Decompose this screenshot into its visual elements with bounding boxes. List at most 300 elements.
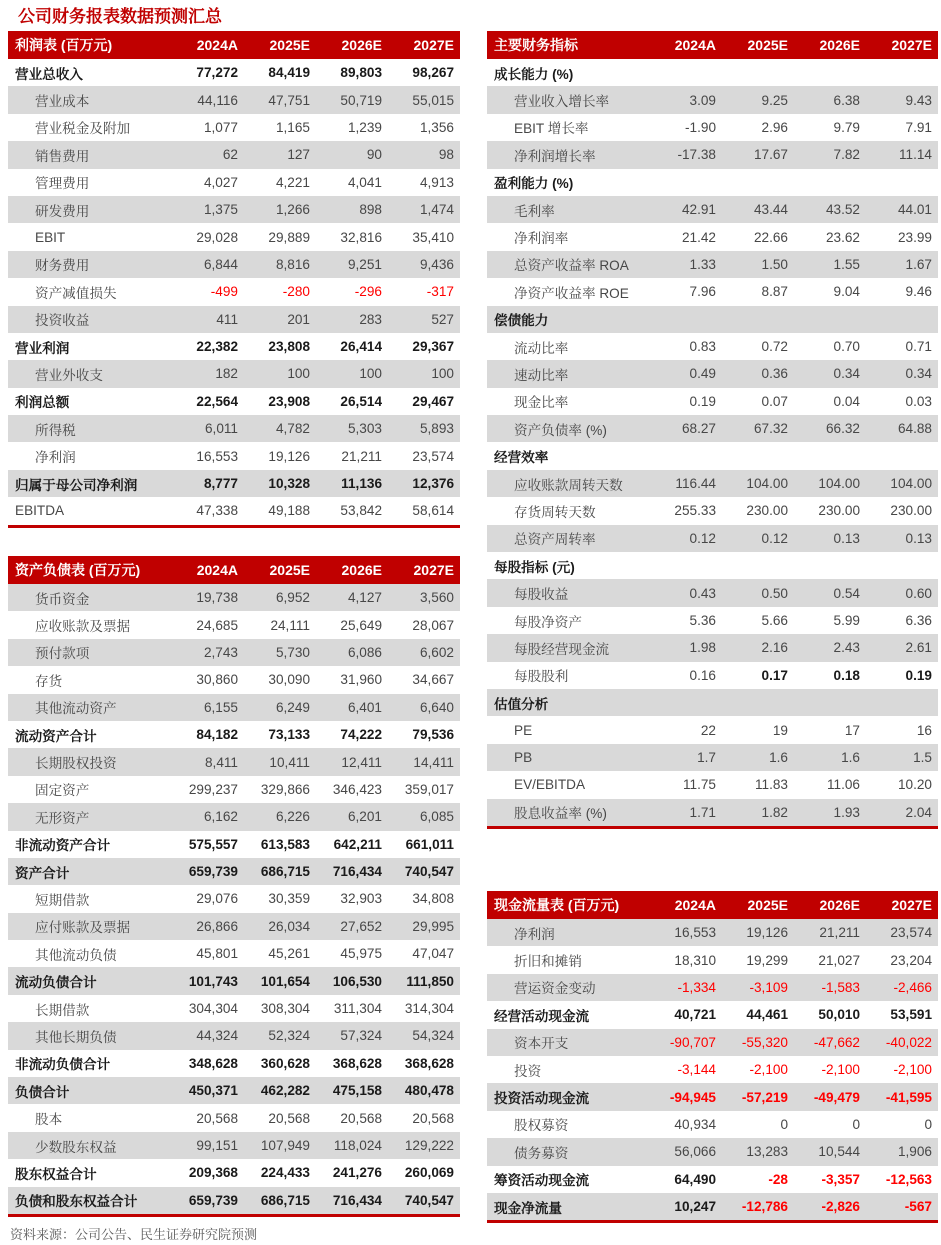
row-label: 研发费用	[35, 203, 90, 219]
cell-value: 26,034	[268, 918, 310, 934]
row-label: 筹资活动现金流	[494, 1173, 590, 1189]
table-underline	[8, 1214, 460, 1217]
cell-value: 47,338	[196, 503, 238, 519]
cell-value: 20,568	[268, 1110, 310, 1126]
cell-value: 45,261	[268, 946, 310, 962]
row-label: 盈利能力 (%)	[494, 176, 574, 192]
table-row	[8, 639, 460, 666]
cell-value: 1,239	[347, 119, 382, 135]
table-row	[8, 666, 460, 693]
cell-value: 0.60	[905, 585, 932, 601]
cell-value: 73,133	[268, 727, 310, 743]
cell-value: 1.7	[697, 749, 716, 765]
cell-value: 66.32	[825, 421, 860, 437]
cell-value: 67.32	[753, 421, 788, 437]
cell-value: 6,155	[203, 699, 238, 715]
cell-value: 686,715	[260, 1192, 310, 1208]
cell-value: 6,162	[203, 809, 238, 825]
cell-value: 43.44	[753, 202, 788, 218]
cell-value: -49,479	[813, 1089, 860, 1105]
row-label: 股东权益合计	[15, 1166, 97, 1182]
column-header: 2025E	[269, 37, 310, 53]
cell-value: 29,028	[196, 229, 238, 245]
cell-value: 101,654	[260, 973, 310, 989]
cell-value: 182	[215, 366, 238, 382]
cell-value: 26,514	[340, 393, 382, 409]
cell-value: 44,324	[196, 1028, 238, 1044]
row-label: 预付款项	[35, 646, 90, 662]
table-row	[8, 196, 460, 223]
table-row	[8, 1132, 460, 1159]
row-label: 净资产收益率 ROE	[514, 285, 629, 301]
cell-value: 1,356	[419, 119, 454, 135]
cell-value: -12,786	[741, 1199, 788, 1215]
row-label: 少数股东权益	[35, 1139, 117, 1155]
cell-value: 4,913	[419, 174, 454, 190]
cell-value: -296	[354, 284, 382, 300]
table-header-row	[487, 891, 938, 919]
cell-value: 100	[287, 366, 310, 382]
table-row	[8, 86, 460, 113]
cell-value: 100	[359, 366, 382, 382]
cell-value: 9.79	[833, 119, 860, 135]
cell-value: 116.44	[675, 476, 716, 492]
cell-value: 47,047	[412, 946, 454, 962]
cell-value: 40,721	[674, 1007, 716, 1023]
row-label: 总资产周转率	[514, 532, 596, 548]
row-label: 资产减值损失	[35, 285, 117, 301]
cell-value: 98	[438, 147, 454, 163]
cell-value: 29,889	[268, 229, 310, 245]
cell-value: -567	[904, 1199, 932, 1215]
table-row	[487, 634, 938, 661]
cell-value: 716,434	[332, 864, 382, 880]
cell-value: 9.43	[905, 92, 932, 108]
cell-value: 0.36	[761, 366, 788, 382]
cell-value: 21,027	[818, 952, 860, 968]
table-row	[487, 525, 938, 552]
row-label: 存货	[35, 673, 63, 689]
table-title: 资产负债表 (百万元)	[15, 562, 141, 578]
table-row	[487, 744, 938, 771]
row-label: 其他流动负债	[35, 947, 117, 963]
cell-value: 104.00	[890, 476, 932, 492]
cell-value: 1.50	[761, 256, 788, 272]
cell-value: 30,090	[268, 672, 310, 688]
cell-value: 661,011	[405, 836, 454, 852]
table-title: 利润表 (百万元)	[15, 37, 113, 53]
cell-value: 45,801	[196, 946, 238, 962]
row-label: 归属于母公司净利润	[15, 477, 138, 493]
table-row	[8, 497, 460, 524]
table-row	[8, 1077, 460, 1104]
row-label: 非流动资产合计	[15, 838, 111, 854]
table-header-row	[8, 31, 460, 59]
cell-value: 1.67	[905, 256, 932, 272]
row-label: 投资活动现金流	[494, 1091, 590, 1107]
cell-value: 35,410	[412, 229, 454, 245]
cell-value: 360,628	[260, 1055, 310, 1071]
cell-value: 0.50	[761, 585, 788, 601]
table-underline	[487, 826, 938, 829]
table-row	[487, 607, 938, 634]
cell-value: 23.62	[825, 229, 860, 245]
column-header: 2026E	[341, 562, 382, 578]
cell-value: 47,751	[268, 92, 310, 108]
row-label: 流动比率	[514, 340, 569, 356]
cell-value: 18,310	[674, 952, 716, 968]
table-row	[8, 776, 460, 803]
cell-value: 0.34	[905, 366, 932, 382]
table-row	[487, 470, 938, 497]
cell-value: 740,547	[404, 864, 454, 880]
cell-value: 77,272	[196, 65, 238, 81]
cell-value: 450,371	[188, 1083, 238, 1099]
row-label: 流动资产合计	[15, 728, 97, 744]
cell-value: 23,908	[268, 393, 310, 409]
cell-value: 2.61	[905, 640, 932, 656]
cell-value: 21.42	[681, 229, 716, 245]
table-row	[487, 552, 938, 579]
cell-value: 0.43	[689, 585, 716, 601]
cell-value: 6,085	[419, 809, 454, 825]
cell-value: 25,649	[340, 617, 382, 633]
cell-value: -47,662	[813, 1034, 860, 1050]
table-row	[487, 223, 938, 250]
cell-value: 22.66	[753, 229, 788, 245]
cell-value: 230.00	[746, 503, 788, 519]
cell-value: 62	[222, 147, 238, 163]
table-row	[487, 86, 938, 113]
table-row	[8, 611, 460, 638]
cell-value: 98,267	[412, 65, 454, 81]
cell-value: 9,251	[347, 256, 382, 272]
cell-value: 19,299	[746, 952, 788, 968]
cell-value: 1,266	[275, 202, 310, 218]
cell-value: 329,866	[260, 781, 310, 797]
cell-value: 311,304	[333, 1001, 382, 1017]
cell-value: 0.19	[689, 393, 716, 409]
table-row	[8, 584, 460, 611]
cell-value: 32,816	[340, 229, 382, 245]
cell-value: 23,574	[412, 448, 454, 464]
cell-value: 6.38	[833, 92, 860, 108]
row-label: 负债和股东权益合计	[15, 1194, 138, 1210]
row-label: 无形资产	[35, 810, 90, 826]
cell-value: 575,557	[188, 836, 238, 852]
row-label: PB	[514, 749, 533, 765]
table-row	[487, 1056, 938, 1083]
row-label: 营业成本	[35, 94, 90, 110]
cell-value: 42.91	[681, 202, 716, 218]
row-label: 长期股权投资	[35, 756, 117, 772]
cell-value: 3.09	[689, 92, 716, 108]
row-label: 其他流动资产	[35, 701, 117, 717]
table-row	[487, 1111, 938, 1138]
table-underline	[8, 525, 460, 528]
row-label: 短期借款	[35, 892, 90, 908]
table-row	[8, 223, 460, 250]
cell-value: 79,536	[412, 727, 454, 743]
cell-value: 10,328	[268, 476, 310, 492]
cell-value: -2,826	[821, 1199, 860, 1215]
cell-value: 111,850	[406, 973, 454, 989]
table-underline	[487, 1220, 938, 1223]
cell-value: -17.38	[677, 147, 716, 163]
cell-value: -28	[768, 1171, 788, 1187]
row-label: 货币资金	[35, 591, 90, 607]
row-label: 每股收益	[514, 587, 569, 603]
cell-value: 4,041	[347, 174, 382, 190]
cell-value: 1,165	[275, 119, 310, 135]
source-note: 资料来源：公司公告、民生证券研究院预测	[10, 1227, 258, 1242]
cell-value: 13,283	[746, 1144, 788, 1160]
row-label: 每股指标 (元)	[494, 559, 575, 575]
row-label: EV/EBITDA	[514, 777, 586, 793]
row-label: 现金比率	[514, 395, 569, 411]
row-label: 营业利润	[15, 340, 70, 356]
cell-value: 8.87	[761, 284, 788, 300]
row-label: 营业税金及附加	[35, 121, 131, 137]
column-header: 2025E	[747, 37, 788, 53]
cell-value: 0.12	[761, 530, 788, 546]
cell-value: 16,553	[196, 448, 238, 464]
cell-value: 411	[216, 311, 238, 327]
cell-value: 14,411	[413, 754, 454, 770]
row-label: 负债合计	[15, 1084, 70, 1100]
table-row	[487, 919, 938, 946]
row-label: 非流动负债合计	[15, 1057, 111, 1073]
cell-value: 6,844	[203, 256, 238, 272]
cell-value: 346,423	[332, 781, 382, 797]
cell-value: 26,866	[196, 918, 238, 934]
column-header: 2024A	[674, 897, 716, 913]
cell-value: -1,334	[677, 979, 716, 995]
cell-value: 659,739	[188, 1192, 238, 1208]
row-label: 毛利率	[514, 203, 555, 219]
cell-value: 11.83	[754, 777, 788, 793]
table-row	[487, 1083, 938, 1110]
cell-value: 30,359	[268, 891, 310, 907]
cell-value: 480,478	[404, 1083, 454, 1099]
cell-value: 283	[359, 311, 382, 327]
cell-value: 52,324	[268, 1028, 310, 1044]
cell-value: 5.66	[761, 613, 788, 628]
row-label: 投资收益	[35, 313, 90, 329]
cell-value: 230.00	[890, 503, 932, 519]
cell-value: 29,367	[412, 339, 454, 355]
income-statement-table	[8, 31, 460, 528]
cell-value: 1.71	[689, 804, 716, 820]
cell-value: 44,461	[746, 1007, 788, 1023]
row-label: EBIT 增长率	[514, 121, 589, 137]
row-label: 利润总额	[15, 395, 70, 411]
row-label: 销售费用	[35, 148, 90, 164]
cell-value: 11.14	[898, 147, 932, 163]
cell-value: 40,934	[674, 1116, 716, 1132]
row-label: 净利润	[35, 450, 76, 466]
cell-value: 659,739	[188, 864, 238, 880]
cell-value: -3,109	[749, 979, 788, 995]
cell-value: 4,027	[203, 174, 238, 190]
row-label: 股息收益率 (%)	[514, 806, 607, 822]
row-label: 营业收入增长率	[514, 94, 610, 110]
cell-value: 201	[287, 311, 310, 327]
column-header: 2027E	[413, 37, 454, 53]
cell-value: 22,382	[196, 339, 238, 355]
cell-value: 2,743	[203, 644, 238, 660]
row-label: 长期借款	[35, 1002, 90, 1018]
table-row	[8, 141, 460, 168]
table-row	[8, 59, 460, 86]
row-label: 现金净流量	[494, 1200, 562, 1216]
table-title: 现金流量表 (百万元)	[494, 897, 620, 913]
cell-value: 308,304	[260, 1001, 310, 1017]
cell-value: 224,433	[260, 1165, 310, 1181]
cell-value: 21,211	[819, 925, 860, 941]
cell-value: 0.70	[833, 339, 860, 355]
cell-value: 9.04	[833, 284, 860, 300]
cell-value: 6,011	[204, 421, 238, 437]
table-row	[8, 360, 460, 387]
cell-value: -55,320	[741, 1034, 788, 1050]
table-row	[487, 689, 938, 716]
cell-value: 0	[852, 1116, 860, 1132]
column-header: 2024A	[196, 562, 238, 578]
cell-value: 74,222	[340, 727, 382, 743]
row-label: 估值分析	[494, 696, 549, 712]
row-label: 债务募资	[514, 1145, 569, 1161]
table-row	[487, 1166, 938, 1193]
cell-value: 127	[287, 147, 310, 163]
cell-value: -12,563	[885, 1171, 932, 1187]
cell-value: 31,960	[340, 672, 382, 688]
cell-value: 68.27	[681, 421, 716, 437]
table-header-row	[8, 556, 460, 584]
cell-value: 255.33	[674, 503, 716, 519]
table-row	[8, 913, 460, 940]
cell-value: 1,906	[897, 1144, 932, 1160]
cell-value: 1,077	[203, 119, 238, 135]
cell-value: 2.04	[905, 804, 932, 820]
table-row	[8, 169, 460, 196]
cell-value: 10,247	[674, 1199, 716, 1215]
cell-value: 0.03	[905, 393, 932, 409]
cell-value: 57,324	[340, 1028, 382, 1044]
cell-value: 0.12	[689, 530, 716, 546]
cell-value: 84,182	[196, 727, 238, 743]
table-row	[8, 415, 460, 442]
cell-value: 20,568	[340, 1110, 382, 1126]
table-row	[8, 885, 460, 912]
row-label: 固定资产	[35, 783, 90, 799]
table-row	[8, 721, 460, 748]
cell-value: 2.96	[761, 119, 788, 135]
cell-value: 129,222	[404, 1138, 454, 1153]
row-label: 每股股利	[514, 669, 569, 685]
table-row	[487, 306, 938, 333]
cell-value: 0.07	[761, 393, 788, 409]
table-row	[487, 1029, 938, 1056]
cell-value: 5.36	[689, 613, 716, 628]
cell-value: 53,842	[340, 503, 382, 519]
cell-value: 16,553	[674, 925, 716, 941]
cell-value: 6,201	[347, 809, 382, 825]
cell-value: 642,211	[333, 836, 382, 852]
row-label: 股权募资	[514, 1118, 569, 1134]
column-header: 2025E	[269, 562, 310, 578]
row-label: 流动负债合计	[15, 975, 97, 991]
cell-value: 7.91	[905, 119, 932, 135]
cell-value: 29,467	[412, 393, 454, 409]
row-label: 净利润率	[514, 231, 569, 247]
cell-value: 0	[780, 1116, 788, 1132]
row-label: 营业总收入	[15, 66, 83, 82]
cell-value: 8,411	[204, 754, 238, 770]
cell-value: 49,188	[268, 503, 310, 519]
cell-value: 0.72	[761, 339, 788, 355]
cell-value: -280	[282, 284, 310, 300]
cell-value: -499	[210, 284, 238, 300]
table-row	[8, 967, 460, 994]
cell-value: 44,116	[197, 92, 238, 108]
table-row	[487, 974, 938, 1001]
table-row	[8, 940, 460, 967]
row-label: 存货周转天数	[514, 504, 596, 520]
cell-value: 118,024	[333, 1138, 382, 1153]
table-row	[8, 388, 460, 415]
cell-value: 90	[366, 147, 382, 163]
cell-value: 56,066	[674, 1144, 716, 1160]
cell-value: 0.71	[905, 339, 932, 355]
column-header: 2026E	[819, 897, 860, 913]
cell-value: 53,591	[890, 1007, 932, 1023]
cell-value: 29,076	[196, 891, 238, 907]
row-label: 资本开支	[514, 1036, 569, 1052]
table-row	[8, 1187, 460, 1214]
key-financial-indicators-table	[487, 31, 938, 829]
cell-value: 6.36	[905, 613, 932, 628]
table-row	[487, 196, 938, 223]
cell-value: 44.01	[897, 202, 932, 218]
cell-value: 2.16	[761, 640, 788, 656]
cell-value: 1.93	[833, 804, 860, 820]
cell-value: 527	[431, 311, 454, 327]
column-header: 2027E	[413, 562, 454, 578]
table-row	[487, 716, 938, 743]
cell-value: 9.25	[761, 92, 788, 108]
table-row	[8, 333, 460, 360]
cell-value: 17.67	[753, 147, 788, 163]
column-header: 2027E	[891, 37, 932, 53]
row-label: 所得税	[35, 422, 76, 438]
cell-value: 0.54	[833, 585, 860, 601]
cell-value: 10,544	[818, 1144, 860, 1160]
table-row	[487, 169, 938, 196]
row-label: 应收账款周转天数	[514, 477, 623, 493]
cell-value: -40,022	[885, 1034, 932, 1050]
cell-value: 23,204	[890, 952, 932, 968]
cell-value: 12,411	[341, 754, 382, 770]
row-label: 每股经营现金流	[514, 641, 610, 657]
table-row	[8, 278, 460, 305]
row-label: PE	[514, 722, 533, 738]
cell-value: 104.00	[818, 476, 860, 492]
cell-value: -2,100	[821, 1062, 860, 1078]
cell-value: 28,067	[412, 617, 454, 633]
row-label: 应收账款及票据	[35, 619, 131, 635]
cell-value: 22	[700, 722, 716, 738]
